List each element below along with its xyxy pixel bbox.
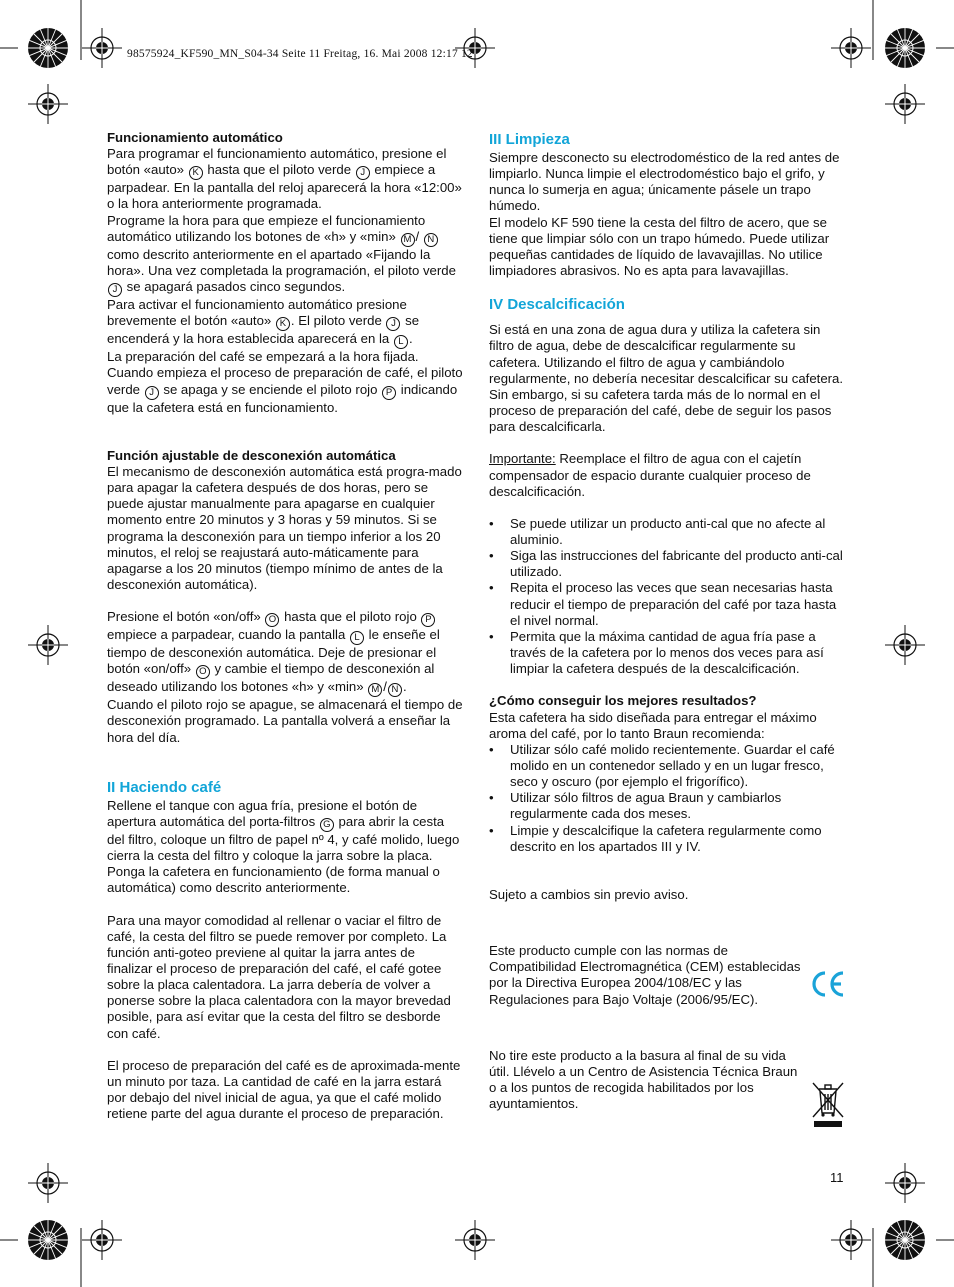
button-k-icon: K	[189, 166, 203, 180]
section-4-heading: IV Descalcificación	[489, 296, 625, 314]
display-l-icon: L	[350, 631, 364, 645]
important-paragraph: Importante: Reemplace el filtro de agua con el cajetín compensador de espacio durante cualquier proceso de descalcificación.	[489, 451, 811, 499]
button-m-icon: M	[368, 683, 382, 697]
section-3-paragraph-1: Siempre desconecto su electrodoméstico de la red antes de limpiarlo. Nunca limpie el electrodoméstico bajo el grifo, y nunca lo sumerja en agua; únicamente pásele un trapo húmedo.	[489, 150, 840, 214]
auto-off-paragraph-1: El mecanismo de desconexión automática está progra-mado para apagar la cafetera después de dos horas, pero se puede ajustar manualmente para apagarse en cualquier momento entre 20 minutos y 3 horas y 59 minutos. Si se programa la desconexión para un tiempo inferior a los 20 minutos, el reloj se reajustará auto-máticamente para apagarse a los 20 minutos (tiempo mínimo de antes de la desconexión automática).	[107, 463, 462, 592]
right-column	[489, 130, 847, 1112]
button-o-icon: O	[265, 613, 279, 627]
descaling-list	[489, 516, 847, 678]
list-item: • Siga las instrucciones del fabricante del producto anti-cal utilizado.	[489, 548, 847, 580]
best-results-paragraph: Esta cafetera ha sido diseñada para entregar el máximo aroma del café, por lo tanto Braun recomienda:	[489, 709, 817, 741]
section-2-paragraph-1: Rellene el tanque con agua fría, presione el botón de apertura automática del porta-filtros G para abrir la cesta del filtro, coloque un filtro de papel nº 4, y café molido, luego cierra la cesta del filtro y coloque la jarra sobre la placa. Ponga la cafetera en funcionamiento (de forma manual o automática) como descrito anteriormente.	[107, 797, 460, 896]
print-header: 98575924_KF590_MN_S04-34 Seite 11 Freitag, 16. Mai 2008 12:17 12	[127, 48, 473, 60]
left-column	[107, 130, 463, 1122]
list-item: • Utilizar sólo café molido recientemente. Guardar el café molido en un contenedor sellado y en un lugar fresco, seco y oscuro (por ejemplo el frigorífico).	[489, 742, 847, 790]
list-item: • Permita que la máxima cantidad de agua fría pase a través de la cafetera por lo menos dos veces para así limpiar la cafetera después de la descalcificación.	[489, 629, 847, 677]
display-l-icon: L	[394, 335, 408, 349]
button-k-icon: K	[276, 317, 290, 331]
ce-compliance-text: Este producto cumple con las normas de Compatibilidad Electromagnética (CEM) establecidas por la Directiva Europea 2004/108/EC y las Regulaciones para Bajo Voltaje (2006/95/EC).	[489, 943, 801, 1007]
red-light-p-icon: P	[421, 613, 435, 627]
auto-off-paragraph-3: Cuando el piloto rojo se apague, se almacenará el tiempo de desconexión programado. La pantalla volverá a enseñar la hora del día.	[107, 697, 463, 745]
best-results-list	[489, 742, 847, 855]
section-2-heading: II Haciendo café	[107, 778, 222, 796]
list-item: • Utilizar sólo filtros de agua Braun y cambiarlos regularmente cada dos meses.	[489, 790, 847, 822]
green-light-j-icon: J	[108, 283, 122, 297]
auto-paragraph-2: Programe la hora para que empieze el funcionamiento automático utilizando los botones de «h» y «min» M / N como descrito anteriormente en el apartado «Fijando la hora». Una vez completada la programación, el piloto verde J se apagará pasados cinco segundos.	[107, 212, 456, 296]
list-item: • Limpie y descalcifique la cafetera regularmente como descrito en los apartados III y IV.	[489, 823, 847, 855]
section-3-paragraph-2: El modelo KF 590 tiene la cesta del filtro de acero, que se tiene que limpiar sólo con un trapo húmedo. Puede utilizar pequeñas cantidades de líquido de lavavajillas. No utilice limpiadores abrasivos. No es apta para lavavajillas.	[489, 214, 830, 279]
green-light-j-icon: J	[356, 166, 370, 180]
auto-paragraph-3: Para activar el funcionamiento automático presione brevemente el botón «auto» K . El piloto verde J se encenderá y la hora establecida aparecerá en la L .	[107, 297, 420, 348]
section-2-paragraph-2: Para una mayor comodidad al rellenar o vaciar el filtro de café, la cesta del filtro se puede remover por completo. La función anti-goteo previene al quitar la jarra antes de finalizar el proceso de preparación del café, el café gotee sobre la placa calentadora. La jarra debería de volver a ponerse sobre la placa calentadora con la mayor brevedad posible, para así evitar que la cesta del filtro se desborde con café.	[107, 912, 451, 1041]
crossed-bin-icon	[811, 1080, 845, 1128]
section-3-heading: III Limpieza	[489, 131, 570, 148]
green-light-j-icon: J	[386, 317, 400, 331]
auto-heading: Funcionamiento automático	[107, 130, 283, 145]
auto-paragraph-5: Cuando empieza el proceso de preparación de café, el piloto verde J se apaga y se enciende el piloto rojo P indicando que la cafetera está en funcionamiento.	[107, 365, 463, 415]
page-number: 11	[830, 1170, 844, 1185]
button-n-icon: N	[388, 683, 402, 697]
auto-off-paragraph-2: Presione el botón «on/off» O hasta que el piloto rojo P empiece a parpadear, cuando la pantalla L le enseñe el tiempo de desconexión automática. Deje de presionar el botón «on/off» O y cambie el tiempo de desconexión al deseado utilizando los botones «h» y «min» M / N .	[107, 609, 440, 696]
green-light-j-icon: J	[145, 386, 159, 400]
section-2-paragraph-3: El proceso de preparación del café es de aproximada-mente un minuto por taza. La cantidad de café en la jarra estará por debajo del nivel inicial de agua, ya que el café molido retiene parte del agua durante el proceso de preparación.	[107, 1057, 461, 1122]
change-notice: Sujeto a cambios sin previo aviso.	[489, 886, 689, 902]
button-o-icon: O	[196, 665, 210, 679]
button-n-icon: N	[424, 233, 438, 247]
best-results-heading: ¿Cómo conseguir los mejores resultados?	[489, 693, 757, 709]
button-m-icon: M	[401, 233, 415, 247]
section-4-paragraph-1: Si está en una zona de agua dura y utiliza la cafetera sin filtro de agua, debe de descalcificar regularmente su cafetera. Utilizando el filtro de agua y cambiándolo regularmente, no debería necesitar descalcificar su cafetera. Sin embargo, si su cafetera tarda más de lo normal en el proceso de preparación del café, debe de seguir los pasos para descalcificarla.	[489, 322, 844, 435]
button-g-icon: G	[320, 818, 334, 832]
ce-mark-icon	[810, 967, 846, 1001]
disposal-text: No tire este producto a la basura al final de su vida útil. Llévelo a un Centro de Asistencia Técnica Braun o a los puntos de recogida habilitados por los ayuntamientos.	[489, 1047, 798, 1112]
list-item: • Se puede utilizar un producto anti-cal que no afecte al aluminio.	[489, 516, 847, 548]
list-item: • Repita el proceso las veces que sean necesarias hasta reducir el tiempo de preparación del café por taza hasta el nivel normal.	[489, 580, 847, 628]
red-light-p-icon: P	[382, 386, 396, 400]
auto-paragraph-4: La preparación del café se empezará a la hora fijada.	[107, 349, 419, 365]
auto-paragraph-1: Para programar el funcionamiento automático, presione el botón «auto» K hasta que el piloto verde J empiece a parpadear. En la pantalla del reloj aparecerá la hora «12:00» o la hora anteriormente programada.	[107, 146, 462, 212]
auto-off-heading: Función ajustable de desconexión automática	[107, 447, 396, 463]
